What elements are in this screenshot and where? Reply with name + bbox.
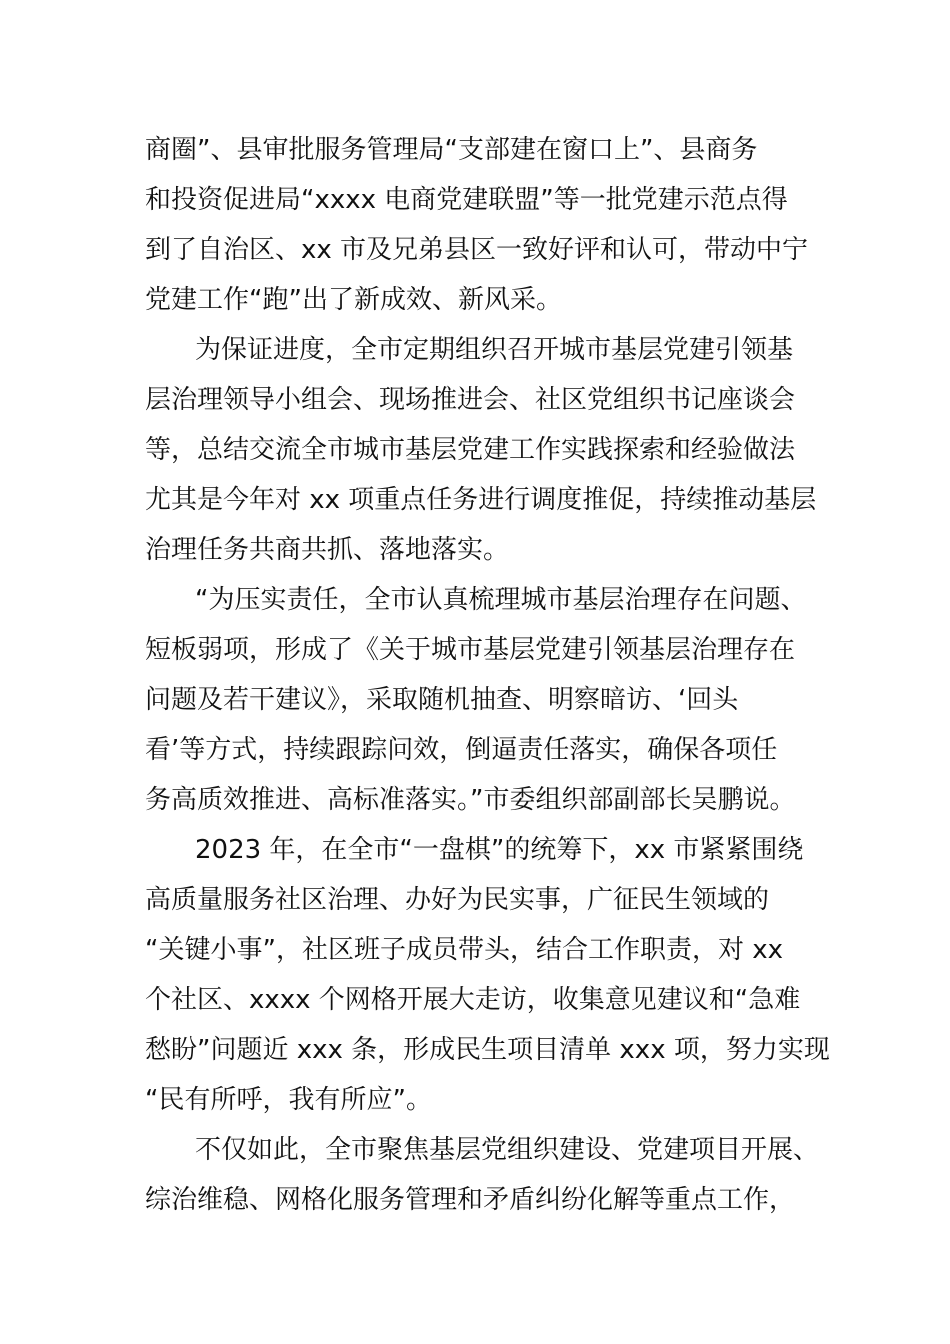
text-line: 高质量服务社区治理、办好为民实事，广征民生领域的 (145, 885, 770, 915)
text-line: 党建工作“跑”出了新成效、新风采。 (145, 285, 562, 315)
text-line: 问题及若干建议》，采取随机抽查、明察暗访、‘回头 (145, 685, 739, 715)
text-line: 层治理领导小组会、现场推进会、社区党组织书记座谈会 (145, 385, 796, 415)
text-line: 商圈”、县审批服务管理局“支部建在窗口上”、县商务 (145, 135, 758, 165)
paragraph-first-line: “为压实责任，全市认真梳理城市基层治理存在问题、 (195, 585, 807, 615)
text-line: 愁盼”问题近 xxx 条，形成民生项目清单 xxx 项，努力实现 (145, 1035, 830, 1065)
text-line: “民有所呼，我有所应”。 (145, 1085, 432, 1115)
text-line: 看’等方式，持续跟踪问效，倒逼责任落实，确保各项任 (145, 735, 778, 765)
text-line: “关键小事”，社区班子成员带头，结合工作职责，对 xx (145, 935, 783, 965)
text-line: 到了自治区、xx 市及兄弟县区一致好评和认可，带动中宁 (145, 235, 809, 265)
text-line: 短板弱项，形成了《关于城市基层党建引领基层治理存在 (145, 635, 796, 665)
text-line: 综治维稳、网格化服务管理和矛盾纠纷化解等重点工作， (145, 1185, 796, 1215)
paragraph-first-line: 为保证进度，全市定期组织召开城市基层党建引领基 (195, 335, 794, 365)
text-line: 个社区、xxxx 个网格开展大走访，收集意见建议和“急难 (145, 985, 801, 1015)
paragraph-first-line: 不仅如此，全市聚焦基层党组织建设、党建项目开展、 (195, 1135, 820, 1165)
text-line: 等，总结交流全市城市基层党建工作实践探索和经验做法 (145, 435, 796, 465)
text-line: 尤其是今年对 xx 项重点任务进行调度推促，持续推动基层 (145, 485, 817, 515)
text-line: 务高质效推进、高标准落实。”市委组织部副部长吴鹏说。 (145, 785, 796, 815)
paragraph-first-line: 2023 年，在全市“一盘棋”的统筹下，xx 市紧紧围绕 (195, 835, 804, 865)
text-line: 和投资促进局“xxxx 电商党建联盟”等一批党建示范点得 (145, 185, 788, 215)
text-line: 治理任务共商共抓、落地落实。 (145, 535, 510, 565)
